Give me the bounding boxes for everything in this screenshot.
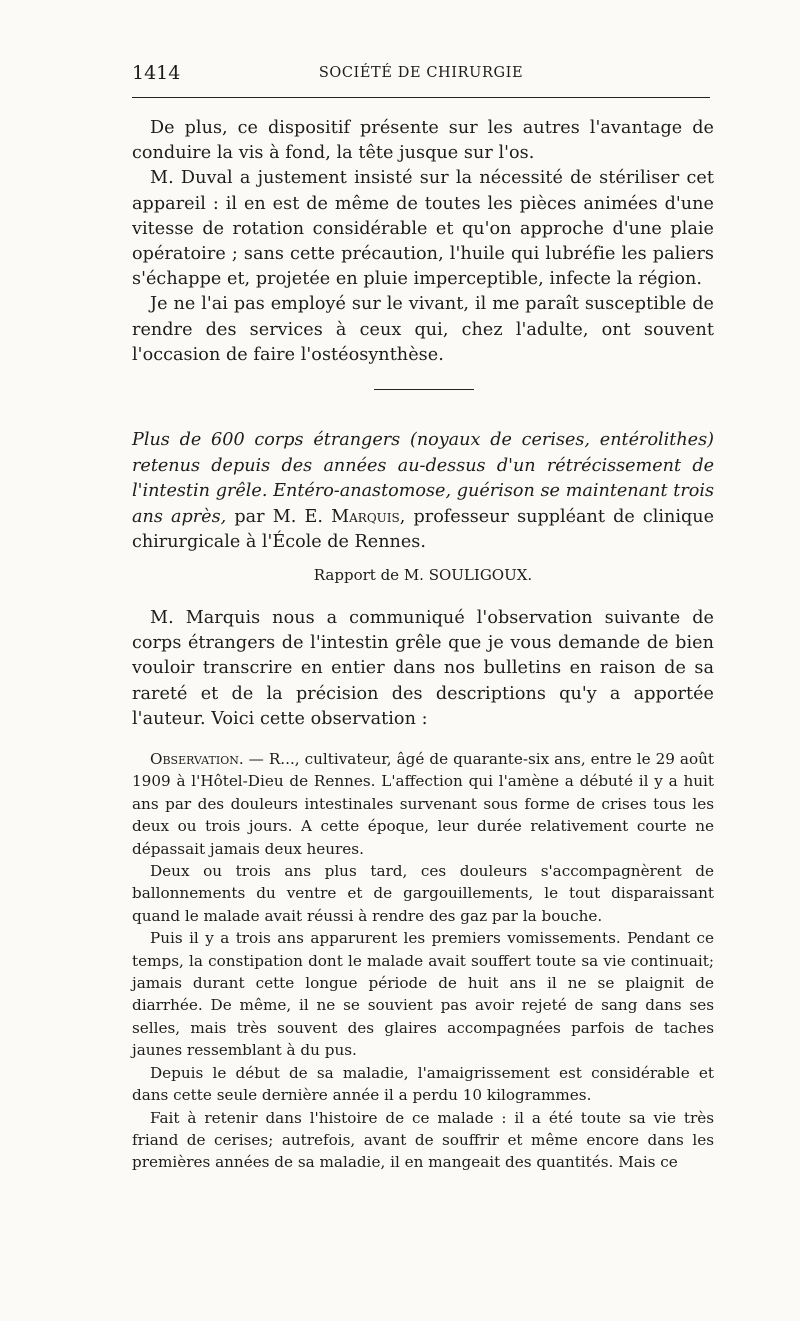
- paragraph: Fait à retenir dans l'histoire de ce malade : il a été toute sa vie très friand de cerises; autrefois, avant de souffrir et même encore dans les premières années de sa maladie, il en mangeait des quantités. Mais ce: [132, 1108, 714, 1172]
- rapport-line: Rapport de M. SOULIGOUX.: [313, 566, 533, 584]
- header-rule: [132, 97, 710, 98]
- section-separator: [374, 389, 474, 390]
- title-italic: Plus de 600 corps étrangers (noyaux de cerises, entérolithes) retenus depuis des années au-dessus d'un rétrécissement de l'intestin grêle. Entéro-anastomose, guérison se maintenant trois ans après,: [132, 430, 714, 527]
- observation-first-text: — R..., cultivateur, âgé de quarante-six ans, entre le 29 août 1909 à l'Hôtel-Dieu de Rennes. L'affection qui l'amène a débuté il y a huit ans par des douleurs intestinales survenant sous forme de crises tous les deux ou trois jours. A cette époque, leur durée relativement courte ne dépassait jamais deux heures.: [132, 750, 714, 858]
- paragraph: [132, 748, 714, 860]
- paragraph: Puis il y a trois ans apparurent les premiers vomissements. Pendant ce temps, la constipation dont le malade avait souffert toute sa vie continuait; jamais durant cette longue période de huit ans il ne se plaignit de diarrhée. De même, il ne se souvient pas avoir rejeté de sang dans ses selles, mais très souvent des glaires accompagnées parfois de taches jaunes ressemblant à du pus.: [132, 929, 714, 1060]
- page-header: [132, 58, 710, 86]
- title-by: par: [234, 506, 265, 527]
- running-head: SOCIÉTÉ DE CHIRURGIE: [318, 65, 524, 81]
- paragraph: M. Marquis nous a communiqué l'observation suivante de corps étrangers de l'intestin grêle que je vous demande de bien vouloir transcrire en entier dans nos bulletins en raison de sa rareté et de la précision des descriptions qu'y a apportée l'auteur. Voici cette observation :: [132, 608, 714, 729]
- observation-lead: Observation.: [150, 750, 244, 768]
- paragraph: Deux ou trois ans plus tard, ces douleurs s'accompagnèrent de ballonnements du ventre et de gargouillements, le tout disparaissant quand le malade avait réussi à rendre des gaz par la bouche.: [132, 862, 714, 925]
- author-suffix: , professeur suppléant de clinique chirurgicale à l'École de Rennes.: [132, 506, 714, 552]
- paragraph: De plus, ce dispositif présente sur les autres l'avantage de conduire la vis à fond, la tête jusque sur l'os.: [132, 118, 714, 164]
- author-name: Marquis: [331, 506, 400, 527]
- paragraph: M. Duval a justement insisté sur la nécessité de stériliser cet appareil : il en est de même de toutes les pièces animées d'une vitesse de rotation considérable et qu'on approche d'une plaie opératoire ; sans cette précaution, l'huile qui lubréfie les paliers s'échappe et, projetée en pluie imperceptible, infecte la région.: [132, 168, 714, 290]
- page-number: 1414: [132, 62, 181, 84]
- intro-section: [132, 116, 714, 368]
- author-prefix: M. E.: [272, 506, 323, 527]
- paragraph: Je ne l'ai pas employé sur le vivant, il me paraît susceptible de rendre des services à ceux qui, chez l'adulte, ont souvent l'occasion de faire l'ostéosynthèse.: [132, 294, 714, 365]
- article-title: [132, 428, 714, 556]
- report-section: [132, 606, 714, 732]
- paragraph: Depuis le début de sa maladie, l'amaigrissement est considérable et dans cette seule dernière année il a perdu 10 kilogrammes.: [132, 1063, 714, 1105]
- observation-section: [132, 748, 714, 1174]
